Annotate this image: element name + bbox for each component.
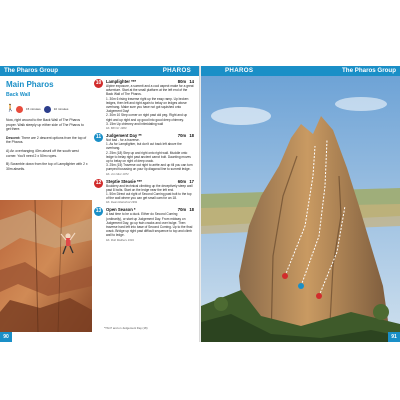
intro-column bbox=[6, 80, 88, 171]
header-group-name: The Pharos Group bbox=[342, 67, 396, 74]
sun-time: 10 minutes bbox=[53, 107, 69, 111]
right-page-header bbox=[201, 66, 400, 76]
route-length: 70m bbox=[177, 133, 187, 139]
right-page bbox=[201, 66, 400, 342]
descent-option-a: A) An overhanging 40m abseil off the south west corner. You'll need 2 x 50m ropes. bbox=[6, 148, 79, 158]
route-description: A bad time to be a duck. Either do Second Coming (ordinarily), or start up Judgement Day. From midway on Judgement Day, go up twin cracks and over bulge. Then traverse hard left into base of Second Coming. Up to the final crack. Bridge up right past difficult sequence to top and climb wall to ledge. bbox=[106, 212, 193, 238]
route-number: 10 bbox=[95, 80, 102, 86]
descent-text bbox=[6, 136, 88, 145]
route-name: Judgement Day ** bbox=[106, 133, 142, 139]
intro-text: Now, right around to the Back Wall of The Pharos proper. Walk steeply up either side of The Pharos to get there. bbox=[6, 118, 84, 132]
route-length: 70m bbox=[177, 207, 187, 213]
page-number: 90 bbox=[0, 332, 12, 342]
descent-label: Descent: bbox=[6, 135, 21, 140]
walker-icon: 🚶 bbox=[6, 105, 15, 112]
descent-option-b: B) Scramble down from the top of Lamplighter with 2 x 30m abseils. bbox=[6, 162, 88, 171]
route-list bbox=[94, 79, 194, 245]
route-number: 13 bbox=[95, 208, 102, 215]
header-group-name: The Pharos Group bbox=[4, 67, 58, 74]
route-entry bbox=[94, 133, 194, 176]
route-number: 11 bbox=[95, 134, 102, 141]
left-page bbox=[0, 66, 199, 342]
route-grade: 17 bbox=[189, 178, 194, 184]
route-grade: 14 bbox=[189, 79, 194, 84]
route-description: Bouldery and technical climbing up the deceptively steep wall past 8 bolts. Start on the ledge near the left end. 1. 50m Direct out right of Second Coming past bolt to the top of the wall where you can get small cam for an 18. bbox=[106, 183, 193, 201]
header-section-name: PHAROS bbox=[162, 67, 191, 74]
approach-info bbox=[6, 104, 88, 114]
route-entry bbox=[94, 79, 194, 130]
area-title: Main Pharos bbox=[6, 80, 54, 89]
climber-photo bbox=[0, 200, 92, 332]
route-first-ascent: FA: Bill Orr 1963 bbox=[106, 126, 127, 131]
route-first-ascent: FA: Rob Mathers 1991 bbox=[106, 237, 134, 242]
subarea-title: Back Wall bbox=[6, 92, 31, 98]
route-first-ascent: FA: Jon Muir 1972 bbox=[106, 171, 129, 176]
route-length: 60m bbox=[177, 178, 187, 184]
route-first-ascent: FA: Dean Rainsford 1991 bbox=[106, 200, 138, 205]
route-length: 80m bbox=[177, 79, 187, 84]
route-description: Not bad - for a traverse. 1. As for Lamplighter, but don't cut back left above the overhang. 2. 25m (18) Step up and right onto right wall. Muddle onto ledge to belay right past ancient carrot bolt. Daunting moves up to belay on right of deep crack. 3. 25m (15) Traverse out right to arête and up till you can turn pumped focussing on your lip diagonal line to summit ledge. bbox=[106, 138, 193, 172]
route-grade: 18 bbox=[189, 133, 194, 139]
left-page-header bbox=[0, 66, 199, 76]
crag-topo-photo bbox=[201, 76, 400, 342]
route-grade: 18 bbox=[189, 207, 194, 213]
route-name: Lamplighter *** bbox=[106, 79, 137, 84]
route-entry bbox=[94, 179, 194, 205]
guidebook-spread bbox=[0, 66, 400, 342]
route-description: Alpine exposure, a summit and a cool aspect make for a great adventure. Start at the small platform at the left end of the Back Wall of The Pharos. 1. 30m 6 rising traverse right up the easy ramp. Up broken ledges, then left and right again to belay on ledges above overhang. Make sure you have not got squished onto Judgement Day! 2. 30m 10 Step corner on right past old peg. Right and up right and up right and up good into good deep chimney. 3. 15m Up chimney and intimidating wall bbox=[106, 84, 194, 126]
footnote: *Thin? and on Judgement Day (18) bbox=[104, 326, 148, 330]
descent-body: There are 2 descent options from the top of the Pharos. bbox=[6, 135, 87, 145]
page-number: 91 bbox=[388, 332, 400, 342]
route-entry bbox=[94, 207, 194, 241]
route-number: 12 bbox=[95, 179, 102, 186]
header-section-name: PHAROS bbox=[225, 67, 254, 74]
sun-icon bbox=[16, 106, 23, 113]
walk-time: 15 minutes bbox=[26, 107, 41, 111]
route-name: Steptie Steasie *** bbox=[106, 178, 142, 184]
route-name: Open Season * bbox=[106, 207, 136, 213]
shade-icon bbox=[44, 106, 51, 113]
